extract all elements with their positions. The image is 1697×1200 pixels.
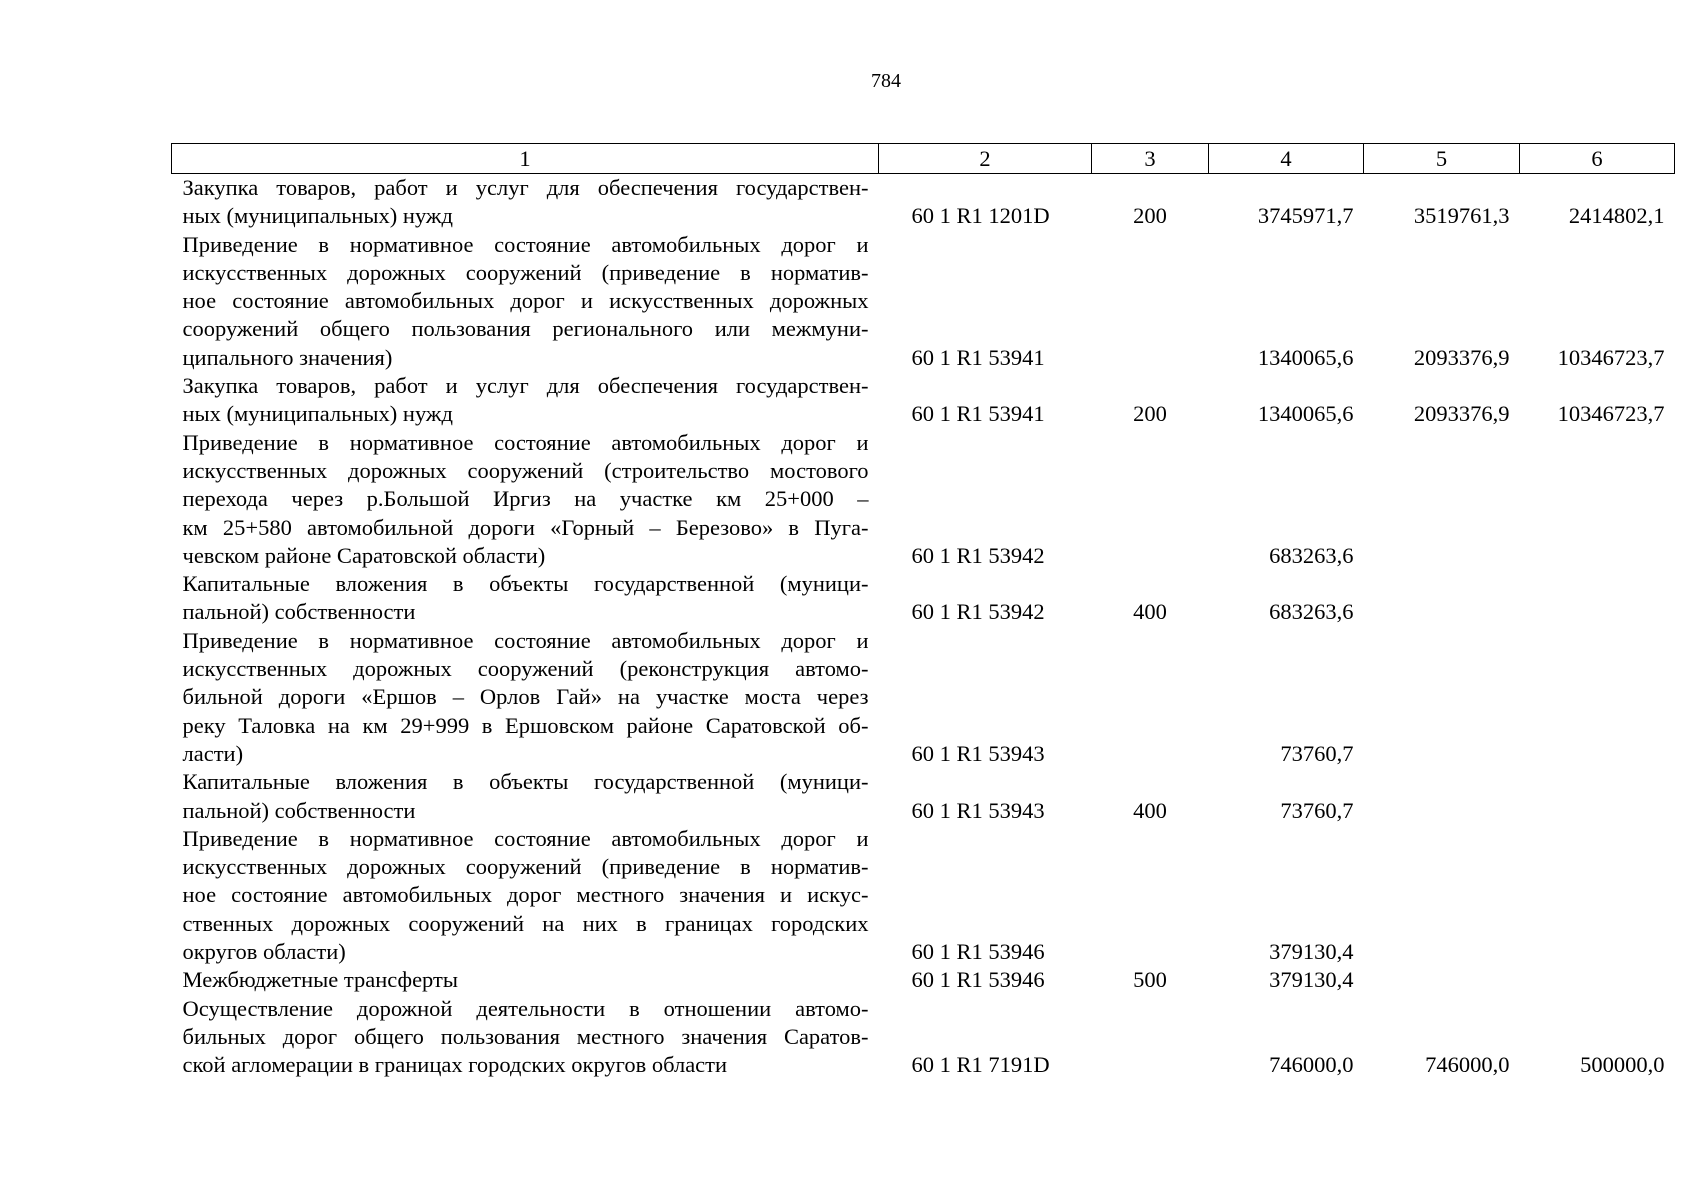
row-expense-type bbox=[1092, 825, 1209, 966]
row-value-col6 bbox=[1520, 570, 1675, 627]
row-value-col5 bbox=[1364, 768, 1520, 825]
description-line: бильной дороги «Ершов – Орлов Гай» на участке моста через bbox=[182, 684, 869, 710]
row-value-col5 bbox=[1364, 825, 1520, 966]
header-col-3: 3 bbox=[1092, 144, 1209, 174]
row-value-col4: 683263,6 bbox=[1269, 599, 1354, 625]
description-line: ных (муниципальных) нужд bbox=[182, 203, 453, 229]
row-code: 60 1 R1 53941 bbox=[911, 401, 1045, 427]
row-value-col4: 73760,7 bbox=[1280, 797, 1354, 823]
table-row bbox=[172, 372, 1675, 429]
row-code: 60 1 R1 7191D bbox=[911, 1052, 1050, 1078]
row-value-col5: 3519761,3 bbox=[1413, 203, 1510, 229]
table-row bbox=[172, 627, 1675, 768]
row-value-col5: 2093376,9 bbox=[1413, 344, 1510, 370]
row-value-col6: 2414802,1 bbox=[1568, 203, 1665, 229]
description-line: пальной) собственности bbox=[182, 599, 416, 625]
row-value-col4: 3745971,7 bbox=[1257, 203, 1354, 229]
description-line: Закупка товаров, работ и услуг для обеспечения государствен- bbox=[182, 373, 869, 399]
row-value-col4: 1340065,6 bbox=[1257, 344, 1354, 370]
row-code: 60 1 R1 53946 bbox=[911, 967, 1045, 993]
description-line: Приведение в нормативное состояние автомобильных дорог и bbox=[182, 429, 869, 455]
description-line: сооружений общего пользования регионального или межмуни- bbox=[182, 316, 869, 342]
description-line: чевском районе Саратовской области) bbox=[182, 542, 546, 568]
description-line: ное состояние автомобильных дорог местного значения и искус- bbox=[182, 882, 869, 908]
description-line: реку Таловка на км 29+999 в Ершовском районе Саратовской об- bbox=[182, 712, 869, 738]
description-line: перехода через р.Большой Иргиз на участке км 25+000 – bbox=[182, 486, 869, 512]
row-value-col4: 73760,7 bbox=[1280, 740, 1354, 766]
table-header bbox=[172, 144, 1675, 174]
description-line: искусственных дорожных сооружений (приведение в норматив- bbox=[182, 259, 869, 285]
description-line: ных (муниципальных) нужд bbox=[182, 401, 453, 427]
table-row bbox=[172, 995, 1675, 1080]
description-line: искусственных дорожных сооружений (строительство мостового bbox=[182, 457, 869, 483]
row-value-col6: 500000,0 bbox=[1580, 1052, 1665, 1078]
row-code: 60 1 R1 53942 bbox=[911, 542, 1045, 568]
description-line: округов области) bbox=[182, 939, 346, 965]
row-expense-type: 500 bbox=[1133, 967, 1167, 993]
row-description bbox=[172, 768, 879, 825]
header-row bbox=[172, 144, 1675, 174]
table-row bbox=[172, 174, 1675, 231]
description-line: ласти) bbox=[182, 740, 244, 766]
row-expense-type bbox=[1092, 995, 1209, 1080]
table-row bbox=[172, 966, 1675, 994]
description-line: Приведение в нормативное состояние автомобильных дорог и bbox=[182, 627, 869, 653]
row-code: 60 1 R1 53943 bbox=[911, 740, 1045, 766]
header-col-1: 1 bbox=[172, 144, 879, 174]
row-value-col6 bbox=[1520, 966, 1675, 994]
row-code: 60 1 R1 53942 bbox=[911, 599, 1045, 625]
table-row bbox=[172, 231, 1675, 372]
row-description bbox=[172, 627, 879, 768]
row-value-col6: 10346723,7 bbox=[1557, 344, 1665, 370]
row-value-col6 bbox=[1520, 768, 1675, 825]
description-line: ственных дорожных сооружений на них в границах городских bbox=[182, 910, 869, 936]
row-code: 60 1 R1 53943 bbox=[911, 797, 1045, 823]
header-col-5: 5 bbox=[1364, 144, 1520, 174]
row-code: 60 1 R1 53946 bbox=[911, 939, 1045, 965]
row-description bbox=[172, 231, 879, 372]
table-row bbox=[172, 768, 1675, 825]
row-expense-type bbox=[1092, 231, 1209, 372]
description-line: ное состояние автомобильных дорог и искусственных дорожных bbox=[182, 288, 869, 314]
row-expense-type: 400 bbox=[1133, 797, 1167, 823]
row-value-col5: 746000,0 bbox=[1425, 1052, 1510, 1078]
table-body bbox=[172, 174, 1675, 1080]
row-value-col6: 10346723,7 bbox=[1557, 401, 1665, 427]
row-description bbox=[172, 570, 879, 627]
row-description bbox=[172, 429, 879, 570]
description-line: ской агломерации в границах городских округов области bbox=[182, 1052, 728, 1078]
header-col-6: 6 bbox=[1520, 144, 1675, 174]
row-description bbox=[172, 966, 879, 994]
description-line: бильных дорог общего пользования местного значения Саратов- bbox=[182, 1023, 869, 1049]
description-line: Капитальные вложения в объекты государственной (муници- bbox=[182, 571, 869, 597]
row-value-col4: 746000,0 bbox=[1269, 1052, 1354, 1078]
row-expense-type bbox=[1092, 627, 1209, 768]
row-value-col5 bbox=[1364, 429, 1520, 570]
description-line: Капитальные вложения в объекты государственной (муници- bbox=[182, 769, 869, 795]
description-line: искусственных дорожных сооружений (приведение в норматив- bbox=[182, 854, 869, 880]
table-row bbox=[172, 825, 1675, 966]
row-code: 60 1 R1 1201D bbox=[911, 203, 1050, 229]
row-value-col4: 379130,4 bbox=[1269, 967, 1354, 993]
row-value-col6 bbox=[1520, 825, 1675, 966]
budget-table-container bbox=[171, 143, 1674, 1080]
description-line: Закупка товаров, работ и услуг для обеспечения государствен- bbox=[182, 175, 869, 200]
description-line: искусственных дорожных сооружений (реконструкция автомо- bbox=[182, 656, 869, 682]
description-line: пальной) собственности bbox=[182, 797, 416, 823]
page-number: 784 bbox=[871, 70, 901, 92]
header-col-2: 2 bbox=[879, 144, 1092, 174]
row-value-col5 bbox=[1364, 570, 1520, 627]
row-value-col5: 2093376,9 bbox=[1413, 401, 1510, 427]
row-value-col6 bbox=[1520, 429, 1675, 570]
table-row bbox=[172, 429, 1675, 570]
description-line: ципального значения) bbox=[182, 344, 393, 370]
row-value-col6 bbox=[1520, 627, 1675, 768]
row-expense-type: 400 bbox=[1133, 599, 1167, 625]
row-value-col5 bbox=[1364, 966, 1520, 994]
row-value-col4: 1340065,6 bbox=[1257, 401, 1354, 427]
description-line: Приведение в нормативное состояние автомобильных дорог и bbox=[182, 825, 869, 851]
row-expense-type: 200 bbox=[1133, 401, 1167, 427]
row-value-col4: 379130,4 bbox=[1269, 939, 1354, 965]
header-col-4: 4 bbox=[1209, 144, 1364, 174]
row-description bbox=[172, 174, 879, 231]
row-expense-type bbox=[1092, 429, 1209, 570]
budget-table bbox=[171, 143, 1675, 1080]
row-value-col5 bbox=[1364, 627, 1520, 768]
description-line: км 25+580 автомобильной дороги «Горный – Березово» в Пуга- bbox=[182, 514, 869, 540]
row-value-col4: 683263,6 bbox=[1269, 542, 1354, 568]
row-code: 60 1 R1 53941 bbox=[911, 344, 1045, 370]
description-line: Приведение в нормативное состояние автомобильных дорог и bbox=[182, 231, 869, 257]
row-expense-type: 200 bbox=[1133, 203, 1167, 229]
table-row bbox=[172, 570, 1675, 627]
row-description bbox=[172, 372, 879, 429]
row-description bbox=[172, 825, 879, 966]
row-description bbox=[172, 995, 879, 1080]
description-line: Межбюджетные трансферты bbox=[182, 967, 458, 993]
description-line: Осуществление дорожной деятельности в отношении автомо- bbox=[182, 995, 869, 1021]
